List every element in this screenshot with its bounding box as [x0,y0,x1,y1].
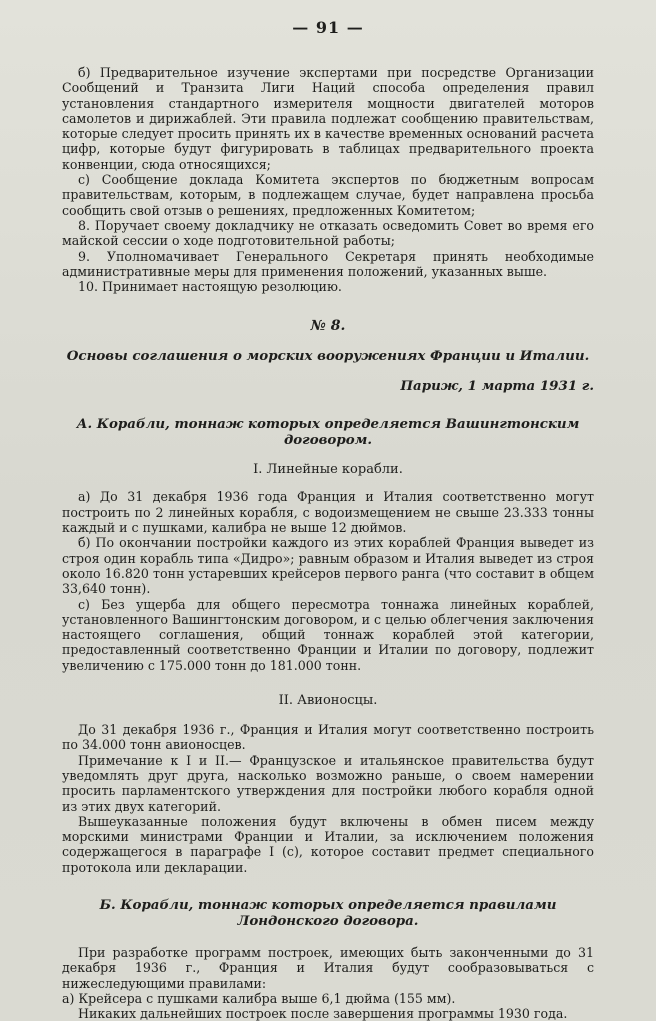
intro-paragraph-c: с) Сообщение доклада Комитета экспертов по бюджетным вопросам правительствам, которым, в подлежащем случае, будет направлена просьба сообщить свой отзыв о решениях, предложенных Комитетом; [62,172,594,218]
section-a-part2-paragraph-1: До 31 декабря 1936 г., Франция и Италия могут соответственно построить по 34.000 тонн авионосцев. [62,722,594,753]
intro-paragraph-10: 10. Принимает настоящую резолюцию. [78,279,342,295]
intro-paragraph-8: 8. Поручает своему докладчику не отказать осведомить Совет во время его майской сессии о ходе подготовительной работы; [62,217,594,249]
section-a-heading: А. Корабли, тоннаж которых определяется Вашингтонским договором. [76,416,580,449]
document-place-date: Париж, 1 марта 1931 г. [400,378,594,395]
section-a-part1-heading: I. Линейные корабли. [253,462,403,478]
page-number: — 91 — [292,18,364,37]
section-b-paragraph-3: Никаких дальнейших построек после завершения программы 1930 года. [78,1006,568,1021]
section-b-paragraph-a: а) Крейсера с пушками калибра выше 6,1 дюйма (155 мм). [62,990,456,1006]
section-a-part2-paragraph-3: Вышеуказанные положения будут включены в обмен писем между морскими министрами Франции и Италии, за исключением положения содержащегося в параграфе I (с), которое составит предмет специального протокола или декларации. [62,813,594,875]
section-b-heading: Б. Корабли, тоннаж которых определяется правилами Лондонского договора. [99,896,557,929]
intro-paragraph-b: б) Предварительное изучение экспертами при посредстве Организации Сообщений и Транзита Лиги Наций способа определения правил установления стандартного измерителя мощности двигателей моторов самолетов и дирижаблей. Эти правила подлежат сообщению правительствам, которые следует просить принять их в качестве временных оснований расчета цифр, которые будут фигурировать в таблицах предварительного проекта конвенции, сюда относящихся; [62,65,594,172]
intro-paragraph-9: 9. Уполномачивает Генерального Секретаря принять необходимые административные меры для применения положений, указанных выше. [62,248,594,279]
section-a-part1-paragraph-a: а) До 31 декабря 1936 года Франция и Италия соответственно могут построить по 2 линейных корабля, с водоизмещением не свыше 23.333 тонны каждый и с пушками, калибра не выше 12 дюймов. [62,489,594,536]
section-a-part2-heading: II. Авионосцы. [278,693,378,709]
document-title: Основы соглашения о морских вооружениях Франции и Италии. [66,348,590,365]
document-number: № 8. [310,318,346,335]
section-a-part1-paragraph-c: с) Без ущерба для общего пересмотра тоннажа линейных кораблей, установленного Вашингтонским договором, и с целью облегчения заключения настоящего соглашения, общий тоннаж кораблей этой категории, предоставленный соответственно Франции и Италии по договору, подлежит увеличению с 175.000 тонн до 181.000 тонн. [62,596,594,673]
section-a-part2-note: Примечание к I и II.— Французское и итальянское правительства будут уведомлять друг друга, насколько возможно раньше, о своем намерении просить парламентского утверждения для постройки любого корабля одной из этих двух категорий. [62,752,594,814]
section-b-paragraph-1: При разработке программ построек, имеющих быть законченными до 31 декабря 1936 г., Франция и Италия будут сообразовываться с нижеследующими правилами: [62,944,594,991]
section-a-part1-paragraph-b: б) По окончании постройки каждого из этих кораблей Франция выведет из строя один корабль типа «Дидро»; равным образом и Италия выведет из строя около 16.820 тонн устаревших крейсеров первого ранга (что составит в общем 33,640 тонн). [62,535,594,597]
